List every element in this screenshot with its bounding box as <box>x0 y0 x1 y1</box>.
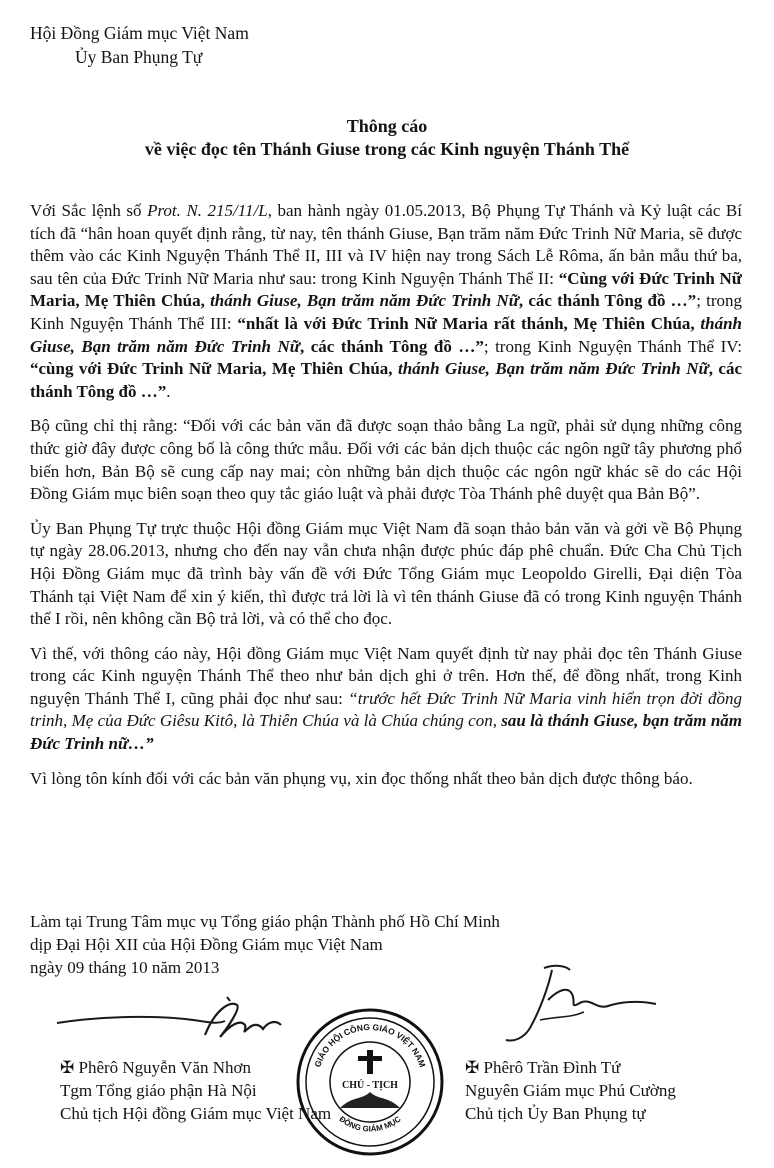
org-name: Hội Đồng Giám mục Việt Nam <box>30 23 249 43</box>
right-signature-image <box>500 960 660 1050</box>
place-and-date <box>30 910 500 979</box>
place-line-1: Làm tại Trung Tâm mục vụ Tổng giáo phận Thành phố Hồ Chí Minh <box>30 912 500 931</box>
paragraph-5: Vì lòng tôn kính đối với các bản văn phụng vụ, xin đọc thống nhất theo bản dịch được thông báo. <box>30 768 693 788</box>
document-body <box>30 200 742 802</box>
p4-text: Vì thế, với thông cáo này, Hội đồng Giám mục Việt Nam quyết định từ nay phải đọc tên Thánh Giuse trong các Kinh nguyện Thánh Thể theo như bản dịch ghi ở trên. Hơn thế, để đồng nhất, trong Kinh nguyện Thánh Thể I, cũng phải đọc như sau: <box>30 643 742 708</box>
p1-text-e: . <box>166 381 171 401</box>
right-signatory-name: ✠ Phêrô Trần Đình Tứ <box>465 1058 621 1077</box>
title-line-2: về việc đọc tên Thánh Giuse trong các Kinh nguyện Thánh Thể <box>144 139 630 159</box>
p1-text-a: Với Sắc lệnh số <box>30 201 148 220</box>
commission-name: Ủy Ban Phụng Tự <box>75 47 203 67</box>
p1-text-d: ; trong Kinh Nguyện Thánh Thể IV: <box>483 336 743 356</box>
left-signatory-title-1: Tgm Tổng giáo phận Hà Nội <box>60 1081 257 1100</box>
left-signatory-title-2: Chủ tịch Hội đồng Giám mục Việt Nam <box>60 1104 332 1123</box>
p1-quote-1b: thánh Giuse, Bạn trăm năm Đức Trinh Nữ <box>210 291 519 311</box>
left-signatory-name: ✠ Phêrô Nguyễn Văn Nhơn <box>60 1058 252 1077</box>
left-signature-image <box>55 995 285 1055</box>
left-signatory <box>60 1056 331 1125</box>
p1-quote-1c: , các thánh Tông đồ …” <box>518 291 697 311</box>
svg-text:ĐỒNG GIÁM MỤC <box>337 1114 402 1133</box>
paragraph-4 <box>30 643 742 756</box>
p4-quote-bold: sau là thánh Giuse, bạn trăm năm Đức Trinh nữ…” <box>30 711 742 754</box>
document-title <box>0 115 774 161</box>
seal-bottom-text: ĐỒNG GIÁM MỤC <box>337 1114 403 1134</box>
p1-quote-3c: , các thánh Tông đồ …” <box>30 359 742 401</box>
right-signatory-title-2: Chủ tịch Ủy Ban Phụng tự <box>465 1104 646 1123</box>
cross-icon <box>367 1050 373 1074</box>
p1-quote-2a: “nhất là với Đức Trinh Nữ Maria rất thánh, Mẹ Thiên Chúa, <box>237 313 701 333</box>
paragraph-3: Ủy Ban Phụng Tự trực thuộc Hội đồng Giám mục Việt Nam đã soạn thảo bản văn và gởi về Bộ Phụng tự ngày 28.06.2013, nhưng cho đến nay vẫn chưa nhận được phúc đáp phê chuẩn. Đức Cha Chủ Tịch Hội Đồng Giám mục đã trình bày vấn đề với Đức Tổng Giám mục Leopoldo Girelli, Đại diện Tòa Thánh tại Việt Nam để xin ý kiến, thì được trả lời là vì tên thánh Giuse đã có trong Kinh nguyện Thánh thể I rồi, nên không cần Bộ trả lời, và có thể cho đọc. <box>30 518 742 629</box>
place-line-2: dịp Đại Hội XII của Hội Đồng Giám mục Việt Nam <box>30 935 383 954</box>
p1-quote-3a: “cùng với Đức Trinh Nữ Maria, Mẹ Thiên Chúa, <box>30 359 398 379</box>
title-line-1: Thông cáo <box>346 116 428 136</box>
paragraph-2: Bộ cũng chỉ thị rằng: “Đối với các bản văn đã được soạn thảo bằng La ngữ, phải sử dụng những công thức giờ đây được công bố là công thức mẫu. Đối với các bản dịch thuộc các ngôn ngữ tây phương phổ biến hơn, Bản Bộ sẽ cung cấp nay mai; còn những bản dịch thuộc các ngôn ngữ khác sẽ do các Hội Đồng Giám mục biên soạn theo quy tắc giáo luật và phải được Tòa Thánh phê duyệt qua Bản Bộ”. <box>30 416 742 504</box>
date-line: ngày 09 tháng 10 năm 2013 <box>30 958 220 977</box>
p1-protocol-number: Prot. N. 215/11/L <box>147 201 268 220</box>
paragraph-1 <box>30 200 742 403</box>
seal-center-text: CHỦ - TỊCH <box>342 1080 398 1091</box>
p4-quote-italic: “trước hết Đức Trinh Nữ Maria vinh hiển trọn đời đồng trinh, Mẹ của Đức Giêsu Kitô, là Thiên Chúa và là Chúa chúng con, <box>30 688 742 731</box>
right-signatory <box>465 1056 676 1125</box>
p1-quote-2b: thánh Giuse, Bạn trăm năm Đức Trinh Nữ <box>30 313 742 356</box>
p1-text-b: , ban hành ngày 01.05.2013, Bộ Phụng Tự Thánh và Kỷ luật các Bí tích đã “hân hoan quyết định rằng, từ nay, tên thánh Giuse, Bạn trăm năm Đức Trinh Nữ Maria, sẽ được thêm vào các Kinh Nguyện Thánh Thể II, III và IV hiện nay trong Sách Lễ Rôma, ấn bản mẫu thứ ba, sau tên của Đức Trinh Nữ Maria như sau: trong Kinh Nguyện Thánh Thể II: <box>30 201 742 288</box>
p1-quote-3b: thánh Giuse, Bạn trăm năm Đức Trinh Nữ <box>398 359 709 379</box>
right-signatory-title-1: Nguyên Giám mục Phú Cường <box>465 1081 676 1100</box>
p1-quote-2c: , các thánh Tông đồ …” <box>299 336 484 356</box>
p1-text-c: ; trong Kinh Nguyện Thánh Thể III: <box>30 291 742 333</box>
seal-ring-text: GIÁO HỘI CÔNG GIÁO VIỆT NAM <box>312 1021 428 1069</box>
p1-quote-1a: “Cùng với Đức Trinh Nữ Maria, Mẹ Thiên Chúa, <box>30 268 742 311</box>
